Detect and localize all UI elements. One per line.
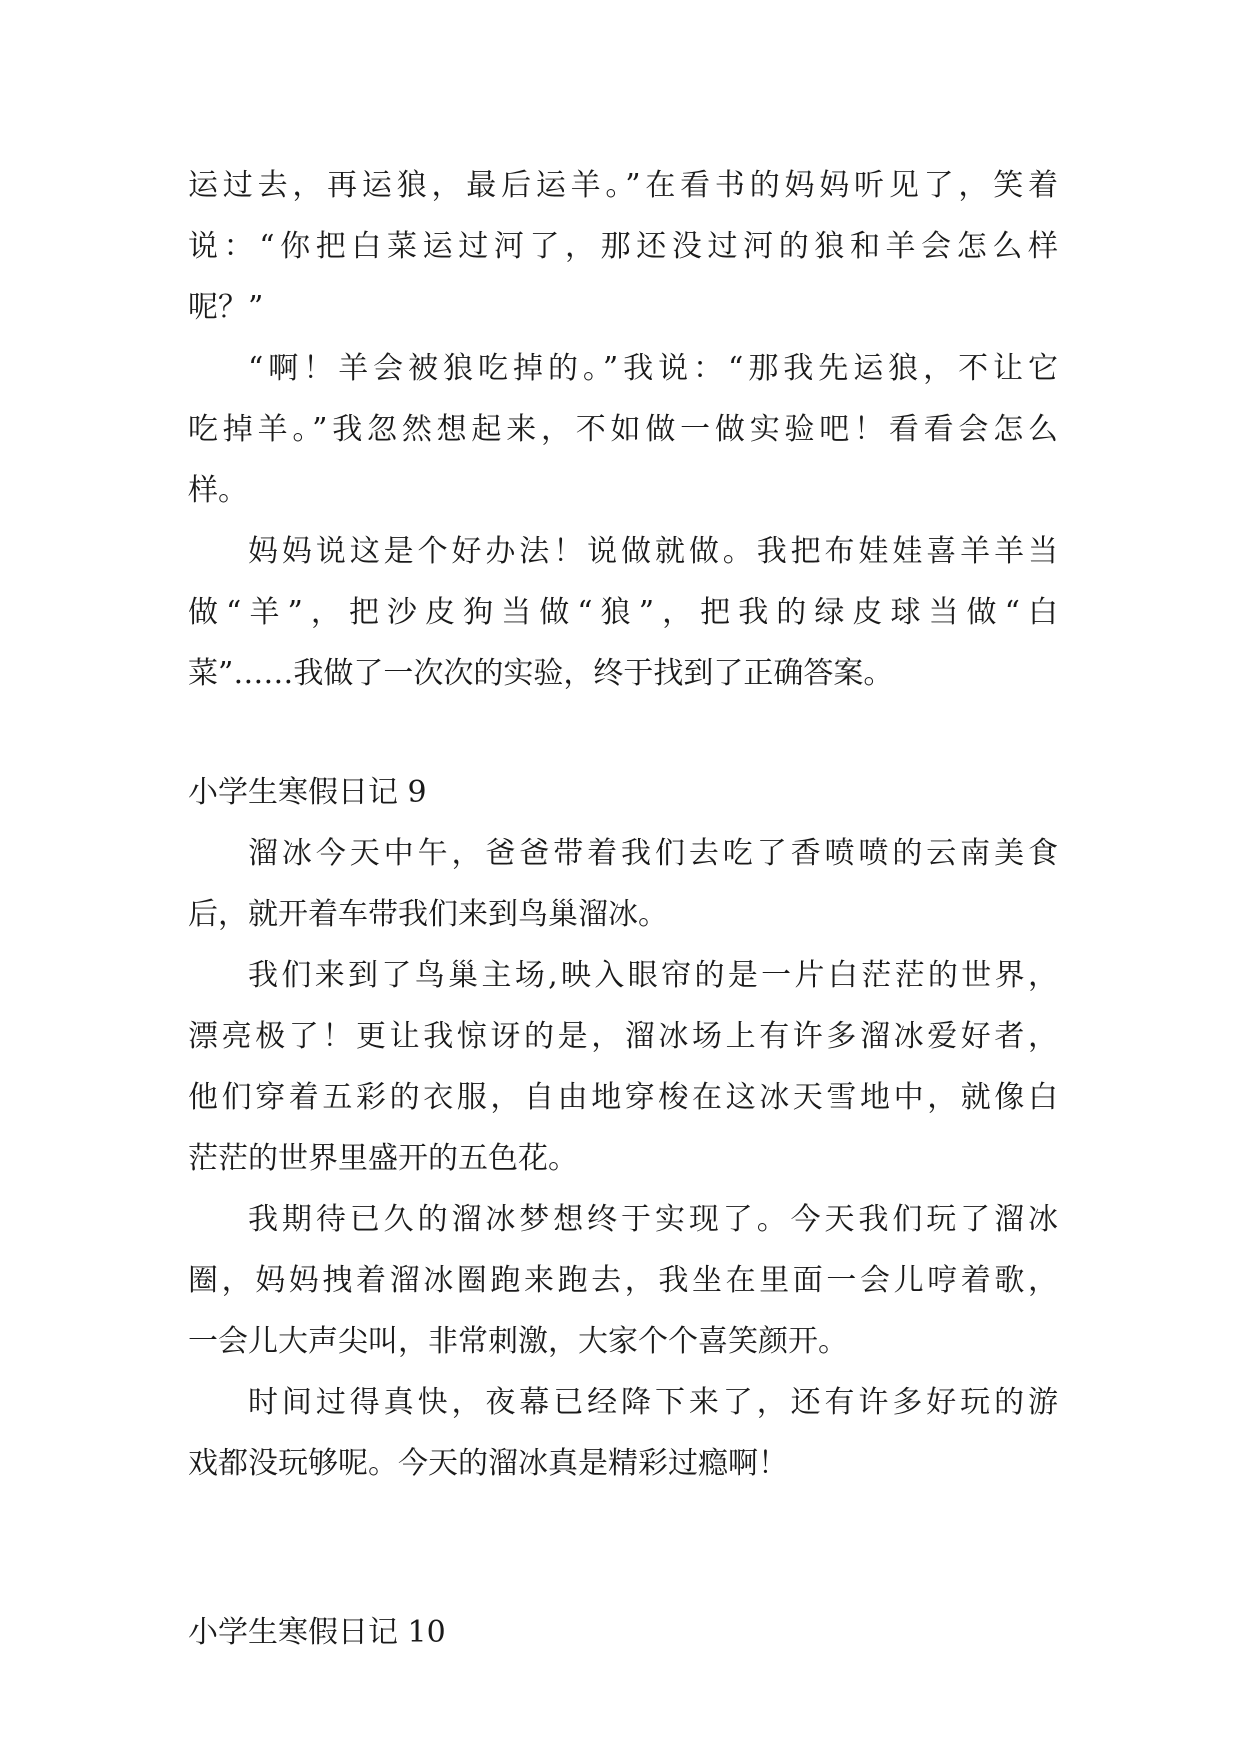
paragraph-line: 吃掉羊。”我忽然想起来，不如做一做实验吧！看看会怎么 [188, 412, 1058, 447]
paragraph-line: 说：“你把白菜运过河了，那还没过河的狼和羊会怎么样 [188, 229, 1058, 264]
section-gap [188, 704, 1058, 762]
paragraph-line: 戏都没玩够呢。今天的溜冰真是精彩过瘾啊！ [188, 1446, 788, 1481]
paragraph-line: 时间过得真快，夜幕已经降下来了，还有许多好玩的游 [248, 1385, 1058, 1420]
paragraph-line: 我们来到了鸟巢主场,映入眼帘的是一片白茫茫的世界， [248, 958, 1058, 993]
paragraph-line: 做“羊”，把沙皮狗当做“狼”，把我的绿皮球当做“白 [188, 595, 1058, 630]
paragraph-line: 我期待已久的溜冰梦想终于实现了。今天我们玩了溜冰 [248, 1202, 1058, 1237]
paragraph-line: 溜冰今天中午，爸爸带着我们去吃了香喷喷的云南美食 [248, 836, 1058, 871]
section-title-diary-9: 小学生寒假日记 9 [188, 775, 427, 810]
paragraph-line: 妈妈说这是个好办法！说做就做。我把布娃娃喜羊羊当 [248, 534, 1058, 569]
paragraph-line: 漂亮极了！更让我惊讶的是，溜冰场上有许多溜冰爱好者， [188, 1019, 1058, 1054]
section-gap [188, 1494, 1058, 1602]
document-body [188, 155, 1058, 1663]
paragraph-line: 呢？” [188, 290, 264, 325]
paragraph-line: 菜”……我做了一次次的实验，终于找到了正确答案。 [188, 656, 894, 691]
section-title-diary-10: 小学生寒假日记 10 [188, 1615, 446, 1650]
paragraph-line: 后，就开着车带我们来到鸟巢溜冰。 [188, 897, 668, 932]
paragraph-line: 一会儿大声尖叫，非常刺激，大家个个喜笑颜开。 [188, 1324, 848, 1359]
paragraph-line: “啊！羊会被狼吃掉的。”我说：“那我先运狼，不让它 [248, 351, 1058, 386]
paragraph-line: 运过去，再运狼，最后运羊。”在看书的妈妈听见了，笑着 [188, 168, 1058, 203]
paragraph-line: 茫茫的世界里盛开的五色花。 [188, 1141, 578, 1176]
paragraph-line: 他们穿着五彩的衣服，自由地穿梭在这冰天雪地中，就像白 [188, 1080, 1058, 1115]
paragraph-line: 样。 [188, 473, 248, 508]
paragraph-line: 圈，妈妈拽着溜冰圈跑来跑去，我坐在里面一会儿哼着歌， [188, 1263, 1058, 1298]
